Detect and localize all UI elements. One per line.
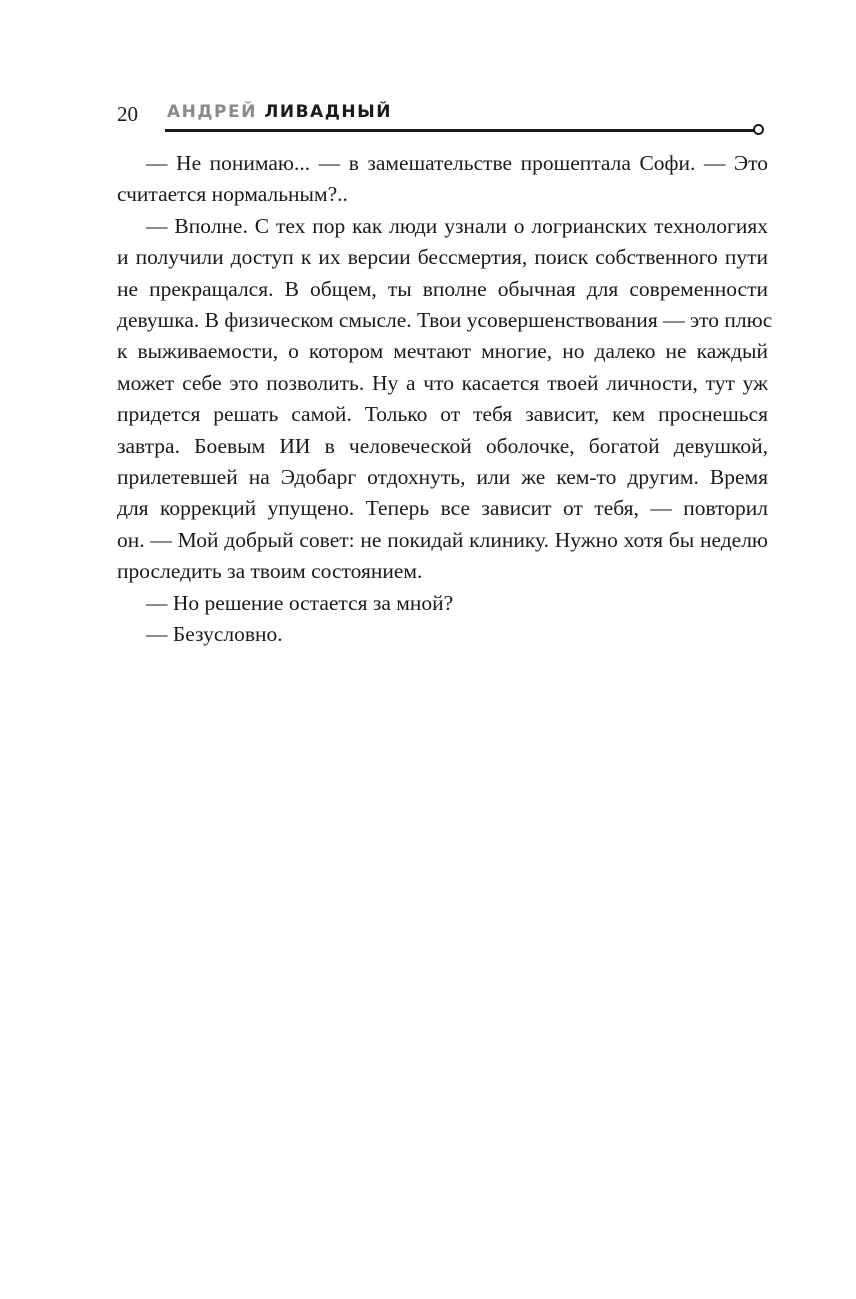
author-last-name: ЛИВАДНЫЙ bbox=[264, 102, 392, 122]
header-rule-end-circle bbox=[753, 124, 764, 135]
author-first-name: АНДРЕЙ bbox=[167, 102, 257, 122]
text-line: к выживаемости, о котором мечтают многие, но далеко не каждый bbox=[117, 339, 768, 364]
text-line: завтра. Боевым ИИ в человеческой оболочке, богатой девушкой, bbox=[117, 433, 768, 458]
text-line: прилетевшей на Эдобарг отдохнуть, или же кем-то другим. Время bbox=[117, 465, 768, 490]
paragraph bbox=[117, 211, 773, 588]
text-line: и получили доступ к их версии бессмертия, поиск собственного пути bbox=[117, 245, 768, 270]
text-line: может себе это позволить. Ну а что касается твоей личности, тут уж bbox=[117, 370, 768, 395]
text-line: проследить за твоим состоянием. bbox=[117, 559, 423, 584]
text-line: не прекращался. В общем, ты вполне обычная для современности bbox=[117, 276, 768, 301]
author-name bbox=[167, 102, 392, 122]
text-line: — Вполне. С тех пор как люди узнали о логрианских технологиях bbox=[146, 213, 768, 238]
paragraph bbox=[117, 588, 768, 619]
header-rule bbox=[165, 129, 755, 132]
text-line: — Не понимаю... — в замешательстве прошептала Софи. — Это bbox=[146, 151, 768, 175]
text-line: — Безусловно. bbox=[146, 622, 283, 647]
text-line: девушка. В физическом смысле. Твои усовершенствования — это плюс bbox=[117, 308, 773, 333]
text-line: считается нормальным?.. bbox=[117, 182, 348, 207]
paragraph bbox=[117, 619, 768, 650]
paragraph bbox=[117, 148, 768, 211]
running-header bbox=[117, 100, 767, 140]
text-line: придется решать самой. Только от тебя зависит, кем проснешься bbox=[117, 402, 768, 427]
text-line: для коррекций упущено. Теперь все зависит от тебя, — повторил bbox=[117, 496, 768, 521]
body-text bbox=[117, 148, 773, 651]
text-line: — Но решение остается за мной? bbox=[146, 590, 454, 615]
text-line: он. — Мой добрый совет: не покидай клинику. Нужно хотя бы неделю bbox=[117, 527, 768, 552]
page-number: 20 bbox=[117, 102, 138, 126]
